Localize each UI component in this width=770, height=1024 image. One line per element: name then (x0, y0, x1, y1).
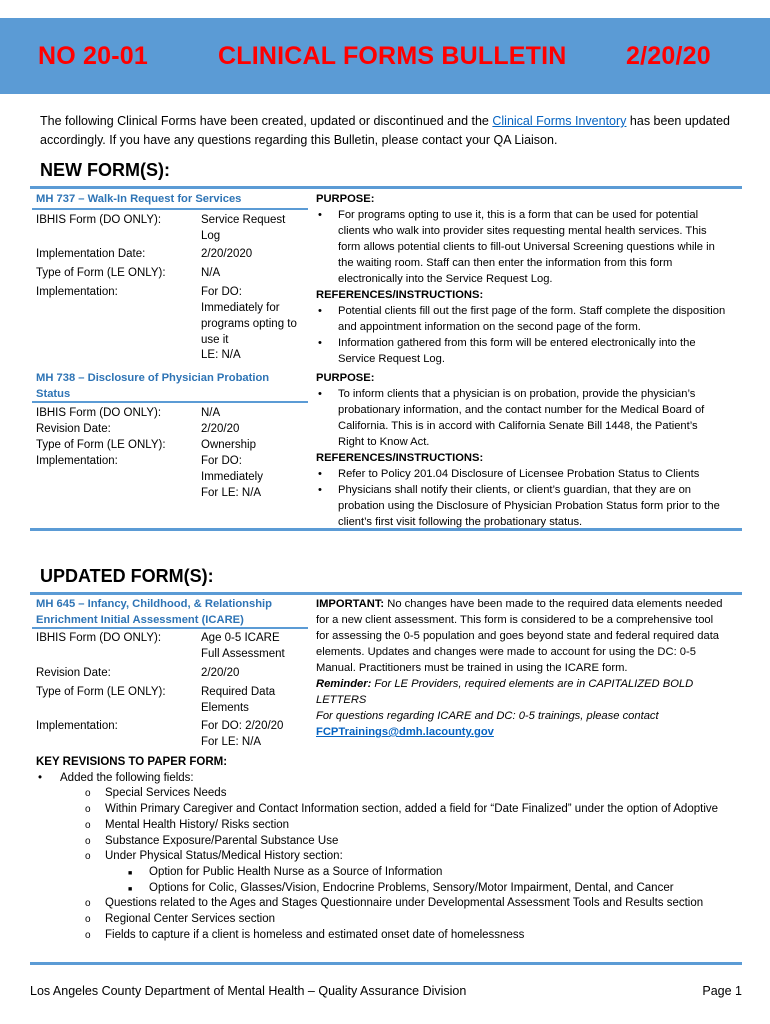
mh737-type-label: Type of Form (LE ONLY): (36, 267, 166, 279)
key-revisions-top-bullet: • Added the following fields: (36, 771, 746, 787)
updated-forms-rule (30, 592, 742, 595)
footer-rule (30, 962, 742, 965)
list-item: o Mental Health History/ Risks section (36, 818, 746, 834)
mh737-title: MH 737 – Walk-In Request for Services (36, 193, 242, 205)
mh645-title: MH 645 – Infancy, Childhood, & Relationship Enrichment Initial Assessment (ICARE) (36, 598, 272, 626)
intro-text-start: The following Clinical Forms have been created, updated or discontinued and the (40, 114, 493, 128)
mh737-ref-bullet: • Potential clients fill out the first page of the form. Staff complete the disposition and appointment information on the second page of the form. (316, 303, 726, 335)
sub-list-item: ■ Option for Public Health Nurse as a Source of Information (36, 865, 746, 881)
new-forms-rule (30, 186, 742, 189)
mh645-title-rule (32, 627, 308, 629)
footer-department: Los Angeles County Department of Mental Health – Quality Assurance Division (30, 984, 467, 998)
mh738-purpose-heading: PURPOSE: (316, 372, 375, 384)
mh738-implementation-label: Implementation: (36, 455, 118, 467)
mh737-implementation-value: For DO: Immediately for programs opting to use it (201, 286, 297, 346)
mh738-type-label: Type of Form (LE ONLY): (36, 439, 166, 451)
list-item: o Regional Center Services section (36, 912, 746, 928)
list-item: o Within Primary Caregiver and Contact Information section, added a field for “Date Finalized” under the option of Adoptive (36, 802, 746, 818)
mh645-implementation-label: Implementation: (36, 720, 118, 732)
mh738-ref-bullet: • Physicians shall notify their clients, or client’s guardian, that they are on (316, 482, 726, 498)
bulletin-title: CLINICAL FORMS BULLETIN (218, 42, 567, 70)
mh737-le-value: LE: N/A (201, 349, 241, 361)
list-item: o Substance Exposure/Parental Substance Use (36, 834, 746, 850)
mh645-ibhis-value: Age 0-5 ICARE Full Assessment (201, 632, 285, 660)
mh737-ref-bullet: • Information gathered from this form will be entered electronically into the Service Request Log. (316, 335, 726, 367)
list-item: o Questions related to the Ages and Stages Questionnaire under Developmental Assessment Tools and Results section (36, 896, 746, 912)
mh737-ibhis-label: IBHIS Form (DO ONLY): (36, 214, 162, 226)
intro-paragraph (40, 112, 740, 150)
bulletin-date: 2/20/20 (626, 42, 711, 70)
fcp-trainings-email-link[interactable]: FCPTrainings@dmh.lacounty.gov (316, 726, 494, 738)
mh738-revision-label: Revision Date: (36, 423, 111, 435)
intro-text-end: has been updated accordingly. If you have any questions regarding this Bulletin, please contact your QA Liaison. (40, 114, 731, 147)
list-item: o Under Physical Status/Medical History section: (36, 849, 746, 865)
mh645-revision-label: Revision Date: (36, 667, 111, 679)
mh737-ibhis-value: Service Request Log (201, 214, 286, 242)
mh738-ibhis-label: IBHIS Form (DO ONLY): (36, 407, 162, 419)
key-revisions (36, 755, 746, 943)
mh738-le-value: For LE: N/A (201, 487, 262, 499)
mh737-impl-date-value: 2/20/2020 (201, 248, 253, 260)
mh737-implementation-label: Implementation: (36, 286, 118, 298)
list-item: o Fields to capture if a client is homeless and estimated onset date of homelessness (36, 928, 746, 944)
mh645-implementation-value: For DO: 2/20/20 (201, 720, 284, 732)
reminder-text: For LE Providers, required elements are in CAPITALIZED BOLD LETTERS (316, 678, 694, 706)
mh738-ref-heading: REFERENCES/INSTRUCTIONS: (316, 452, 484, 464)
bulletin-number: NO 20-01 (38, 42, 148, 70)
mh737-purpose-bullet: • For programs opting to use it, this is a form that can be used for potential clients who walk into provider sites requesting mental health services. This form allows potential clients to fill-out Universal Screening questions while in the waiting room. Staff can then enter the information from this form electronically into the Service Request Log. (316, 207, 726, 287)
mh738-ref-continuation: probation using the Disclosure of Physician Probation Status form prior to the client’s first visit following the probationary status. (338, 500, 720, 528)
mh645-important-note (316, 596, 726, 740)
mh738-implementation-value: For DO: Immediately (201, 455, 263, 483)
mh737-purpose-heading: PURPOSE: (316, 193, 375, 205)
mh737-purpose (316, 191, 726, 367)
important-text: No changes have been made to the required data elements needed for a new client assessment. This form is considered to be a comprehensive tool for assessing the 0-5 population and goes beyond state and federal required data elements. Updates and changes were made to account for using the DC: 0-5 Manual. Practitioners must be trained in using the ICARE form. (316, 598, 723, 674)
mh738-ref-bullet: • Refer to Policy 201.04 Disclosure of Licensee Probation Status to Clients (316, 466, 726, 482)
mh645-ibhis-label: IBHIS Form (DO ONLY): (36, 632, 162, 644)
mh738-purpose-bullet: • To inform clients that a physician is on probation, provide the physician’s probationary information, and the contact number for the Medical Board of California. This is in accord with California Senate Bill 1448, the Patient’s Right to Know Act. (316, 386, 726, 450)
mh738-title: MH 738 – Disclosure of Physician Probation Status (36, 372, 270, 400)
key-revisions-heading: KEY REVISIONS TO PAPER FORM: (36, 756, 228, 768)
mh645-type-value: Required Data Elements (201, 686, 276, 714)
mh738-type-value: Ownership (201, 439, 256, 451)
page-number: Page 1 (702, 984, 742, 998)
clinical-forms-inventory-link[interactable]: Clinical Forms Inventory (492, 114, 627, 128)
mh645-revision-value: 2/20/20 (201, 667, 240, 679)
mh645-type-label: Type of Form (LE ONLY): (36, 686, 166, 698)
questions-text: For questions regarding ICARE and DC: 0-5 trainings, please contact (316, 710, 659, 722)
reminder-label: Reminder: (316, 678, 372, 690)
important-label: IMPORTANT: (316, 598, 385, 610)
mh738-ibhis-value: N/A (201, 407, 221, 419)
mh737-impl-date-label: Implementation Date: (36, 248, 146, 260)
mh737-type-value: N/A (201, 267, 221, 279)
mh737-ref-heading: REFERENCES/INSTRUCTIONS: (316, 289, 484, 301)
new-forms-heading: NEW FORM(S): (40, 160, 170, 180)
mh737-title-rule (32, 208, 308, 210)
sub-list-item: ■ Options for Colic, Glasses/Vision, Endocrine Problems, Sensory/Motor Impairment, Dental, and Cancer (36, 881, 746, 897)
banner-top-strip (0, 18, 770, 28)
list-item: o Special Services Needs (36, 786, 746, 802)
updated-forms-heading: UPDATED FORM(S): (40, 566, 214, 586)
mh738-title-rule (32, 401, 308, 403)
mh738-revision-value: 2/20/20 (201, 423, 240, 435)
new-forms-end-rule (30, 528, 742, 531)
bulletin-banner (0, 28, 770, 94)
mh738-purpose (316, 370, 726, 530)
mh645-le-value: For LE: N/A (201, 736, 262, 748)
